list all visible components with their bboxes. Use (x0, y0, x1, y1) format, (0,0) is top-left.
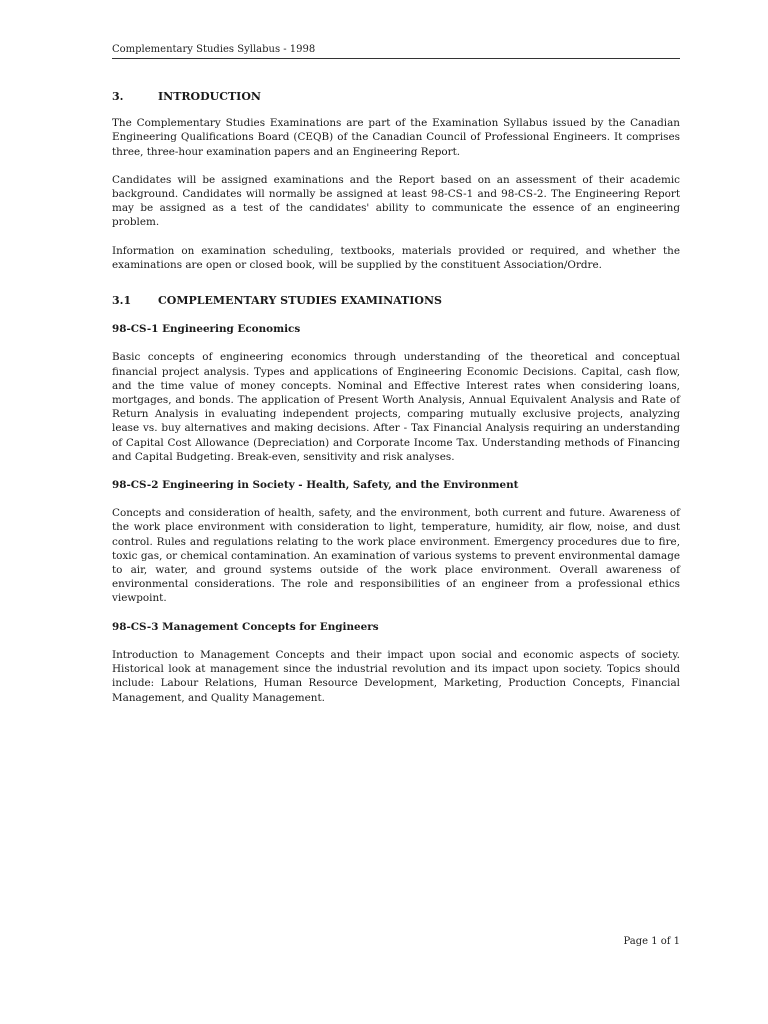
header-rule (112, 58, 680, 59)
running-header: Complementary Studies Syllabus - 1998 (112, 44, 316, 55)
course-title-cs1: 98-CS-1 Engineering Economics (112, 323, 301, 336)
subsection-heading-exams (112, 294, 680, 308)
intro-paragraph-1: The Complementary Studies Examinations are part of the Examination Syllabus issued by the Canadian Engineering Qualifications Board (CEQB) of the Canadian Council of Professional Engineers. It comprises three, three-hour examination papers and an Engineering Report. (112, 117, 680, 158)
course-title-cs2: 98-CS-2 Engineering in Society - Health, Safety, and the Environment (112, 479, 519, 492)
intro-paragraph-2: Candidates will be assigned examinations and the Report based on an assessment of their academic background. Candidates will normally be assigned at least 98-CS-1 and 98-CS-2. The Engineering Report may be assigned as a test of the candidates' ability to communicate the essence of an engineering problem. (112, 173, 680, 229)
page-number: Page 1 of 1 (623, 936, 680, 947)
subsection-number: 3.1 (112, 294, 132, 308)
course-body-cs2: Concepts and consideration of health, safety, and the environment, both current and future. Awareness of the work place environment with consideration to light, temperature, humidity, air flow, noise, and dust control. Rules and regulations relating to the work place environment. Emergency procedures due to fire, toxic gas, or chemical contamination. An examination of various systems to prevent environmental damage to air, water, and ground systems outside of the work place environment. Overall awareness of environmental considerations. The role and responsibilities of an engineer from a professional ethics viewpoint. (112, 507, 680, 605)
section-title: INTRODUCTION (158, 90, 261, 103)
section-heading-introduction (112, 90, 680, 104)
section-number: 3. (112, 90, 124, 103)
intro-paragraph-3: Information on examination scheduling, textbooks, materials provided or required, and whether the examinations are open or closed book, will be supplied by the constituent Association/Ordre. (112, 244, 680, 271)
course-title-cs3: 98-CS-3 Management Concepts for Engineers (112, 620, 379, 633)
course-body-cs1: Basic concepts of engineering economics through understanding of the theoretical and conceptual financial project analysis. Types and applications of Engineering Economic Decisions. Capital, cash flow, and the time value of money concepts. Nominal and Effective Interest rates when considering loans, mortgages, and bonds. The application of Present Worth Analysis, Annual Equivalent Analysis and Rate of Return Analysis in evaluating independent projects, comparing mutually exclusive projects, analyzing lease vs. buy alternatives and making decisions. After - Tax Financial Analysis requiring an understanding of Capital Cost Allowance (Depreciation) and Corporate Income Tax. Understanding methods of Financing and Capital Budgeting. Break-even, sensitivity and risk analyses. (112, 351, 680, 463)
course-body-cs3: Introduction to Management Concepts and their impact upon social and economic aspects of society. Historical look at management since the industrial revolution and its impact upon society. Topics should include: Labour Relations, Human Resource Development, Marketing, Production Concepts, Financial Management, and Quality Management. (112, 648, 680, 704)
document-body (112, 90, 680, 719)
subsection-title: COMPLEMENTARY STUDIES EXAMINATIONS (158, 294, 442, 308)
